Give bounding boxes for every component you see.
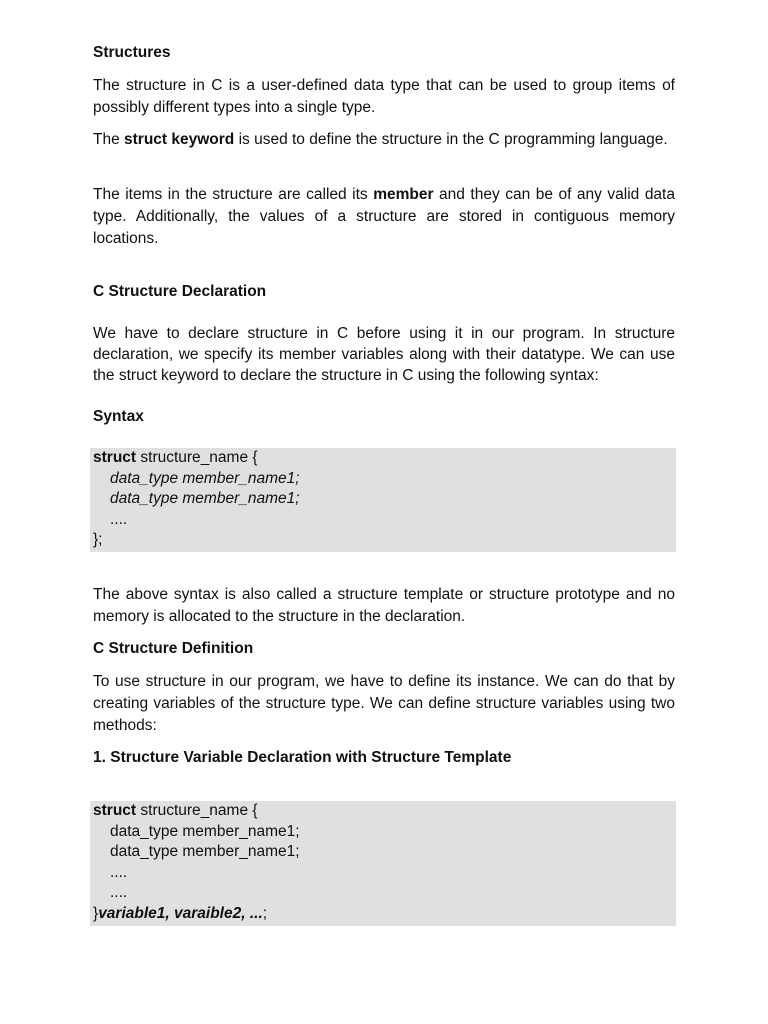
code-text: data_type member_name1;: [110, 843, 300, 861]
code-text: data_type member_name1;: [110, 469, 300, 487]
code-text: ;: [262, 904, 268, 922]
code-text: structure_name {: [136, 802, 258, 819]
paragraph-intro: The structure in C is a user-defined data type that can be used to group items of possibly different types into a single type.: [93, 77, 675, 116]
code-text: structure_name {: [136, 449, 258, 466]
code-line: [93, 448, 676, 469]
bold-struct-keyword: struct keyword: [124, 131, 235, 148]
bold-member: member: [373, 186, 434, 203]
code-block-template: [90, 801, 676, 926]
heading-syntax: Syntax: [93, 408, 144, 425]
code-line: [93, 530, 676, 551]
code-line: [93, 904, 676, 925]
code-line: [93, 489, 676, 510]
code-keyword: struct: [93, 449, 137, 466]
heading-structures: Structures: [93, 44, 171, 61]
code-text: data_type member_name1;: [110, 822, 300, 840]
code-text: ....: [110, 510, 128, 528]
code-line: [93, 801, 676, 822]
code-line: [93, 842, 676, 863]
code-line: [93, 822, 676, 843]
code-text: }: [93, 904, 99, 922]
heading-definition: C Structure Definition: [93, 640, 254, 657]
code-line: [93, 510, 676, 531]
code-variables: variable1, varaible2, ...: [98, 904, 263, 922]
code-keyword: struct: [93, 802, 137, 819]
text-span: The items in the structure are called its: [93, 186, 374, 203]
code-line: [93, 469, 676, 490]
code-line: [93, 863, 676, 884]
heading-declaration: C Structure Declaration: [93, 283, 267, 300]
code-text: ....: [110, 863, 128, 881]
paragraph-struct-keyword: [93, 129, 675, 151]
text-span: The: [93, 131, 125, 148]
code-text: ....: [110, 884, 128, 902]
paragraph-definition: To use structure in our program, we have to define its instance. We can do that by creating variables of the structure type. We can define structure variables using two methods:: [93, 673, 675, 734]
code-line: [93, 883, 676, 904]
heading-method-1: 1. Structure Variable Declaration with Structure Template: [93, 749, 512, 766]
code-block-syntax: [90, 448, 676, 552]
code-text: };: [93, 531, 103, 549]
paragraph-members: [93, 184, 675, 250]
text-span: and they can be of any valid data type. Additionally, the values of a structure are stored in contiguous memory locations.: [93, 186, 675, 247]
code-text: data_type member_name1;: [110, 490, 300, 508]
text-span: is used to define the structure in the C programming language.: [234, 131, 668, 148]
paragraph-template-note: The above syntax is also called a structure template or structure prototype and no memory is allocated to the structure in the declaration.: [93, 586, 675, 625]
paragraph-declaration: We have to declare structure in C before using it in our program. In structure declaration, we specify its member variables along with their datatype. We can use the struct keyword to declare the structure in C using the following syntax:: [93, 325, 675, 384]
